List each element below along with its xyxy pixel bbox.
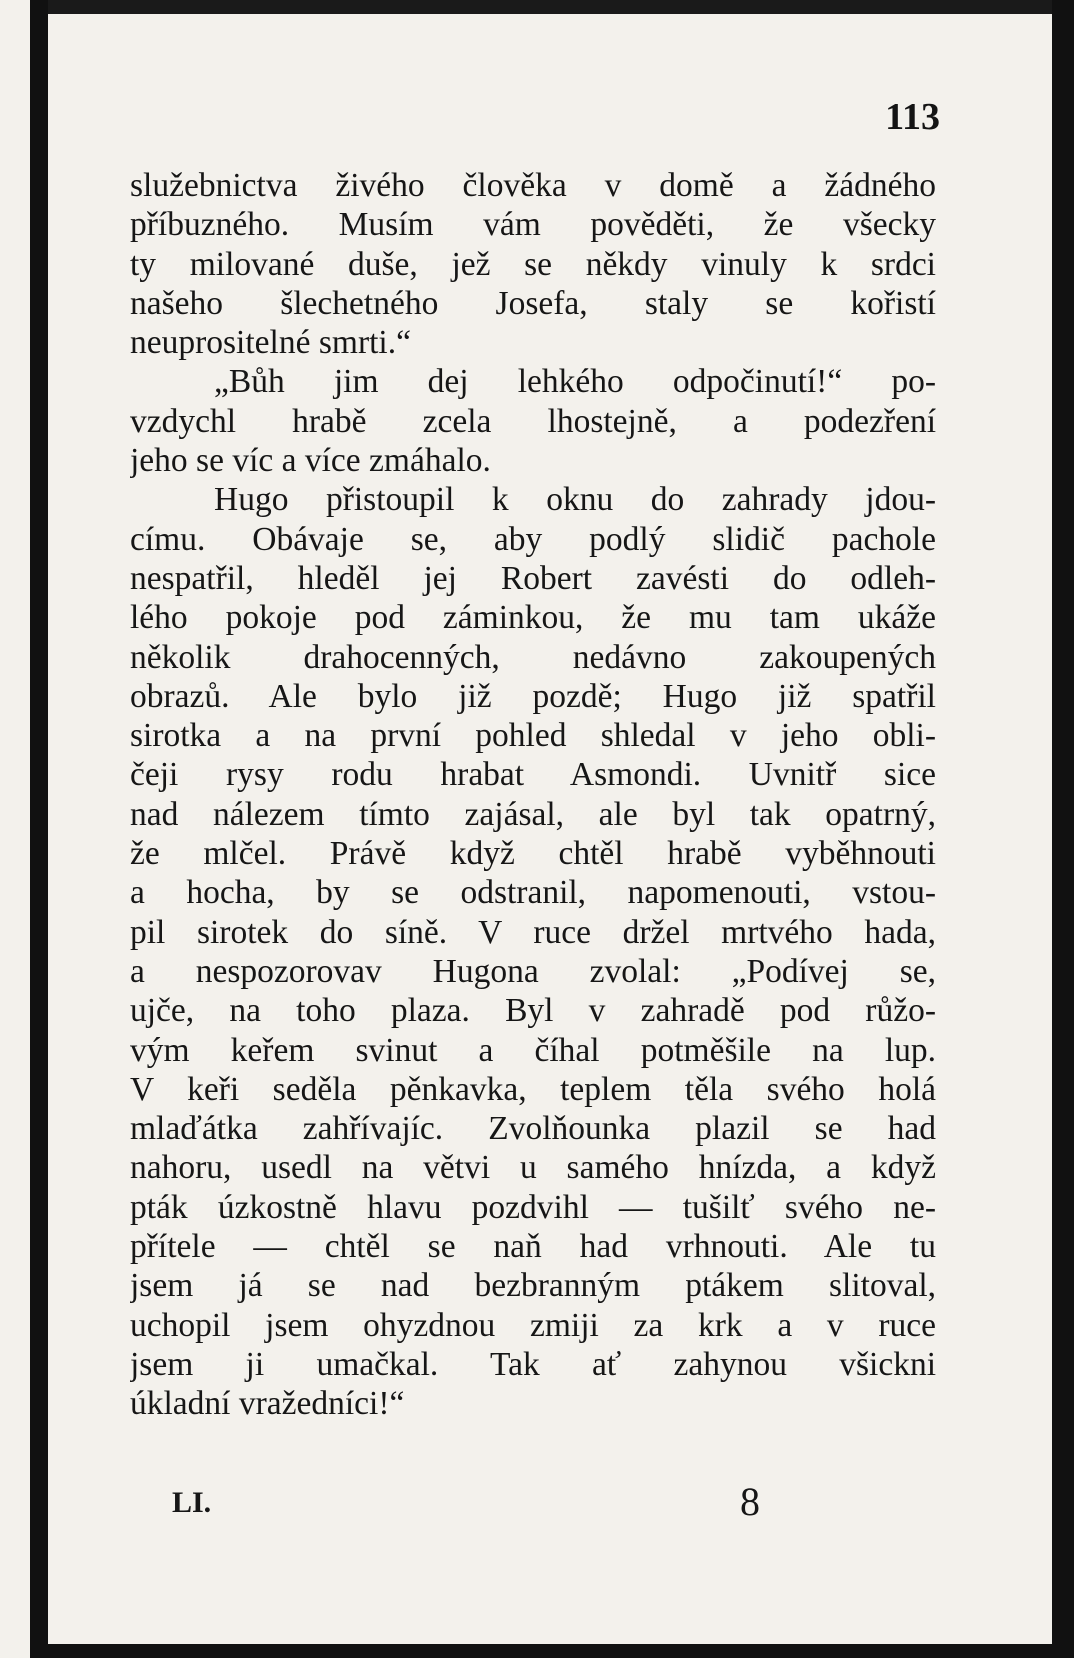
- text-line: pták úzkostně hlavu pozdvihl — tušilť svého ne-: [130, 1188, 936, 1226]
- scan-border-left: [30, 0, 48, 1658]
- text-line: obrazů. Ale bylo již pozdě; Hugo již spatřil: [130, 677, 936, 715]
- text-line: pil sirotek do síně. V ruce držel mrtvého hada,: [130, 913, 936, 951]
- text-line: přítele — chtěl se naň had vrhnouti. Ale tu: [130, 1228, 936, 1266]
- text-line: že mlčel. Právě když chtěl hrabě vyběhnouti: [130, 835, 936, 873]
- text-line: jeho se víc a více zmáhalo.: [130, 442, 491, 480]
- text-line: sirotka a na první pohled shledal v jeho obli-: [130, 717, 936, 755]
- text-line: ty milované duše, jež se někdy vinuly k srdci: [130, 245, 936, 283]
- body-text: [130, 166, 936, 1424]
- text-line: našeho šlechetného Josefa, staly se kořistí: [130, 284, 936, 322]
- text-line: vzdychl hrabě zcela lhostejně, a podezření: [130, 402, 936, 440]
- text-line: vým keřem svinut a číhal potměšile na lup.: [130, 1031, 936, 1069]
- scan-border-top: [30, 0, 1074, 14]
- sheet-number: 8: [740, 1479, 760, 1524]
- text-line: „Bůh jim dej lehkého odpočinutí!“ po-: [214, 363, 936, 401]
- text-line: služebnictva živého člověka v domě a žádného: [130, 167, 936, 204]
- text-line: nespatřil, hleděl jej Robert zavésti do odleh-: [130, 559, 936, 597]
- page-number: 113: [885, 96, 940, 138]
- text-line: a nespozorovav Hugona zvolal: „Podívej se,: [130, 952, 936, 990]
- scan-border-right: [1052, 0, 1074, 1658]
- scan-border-bottom: [30, 1644, 1074, 1658]
- text-line: V keři seděla pěnkavka, teplem těla svého holá: [130, 1070, 936, 1108]
- text-line: jsem já se nad bezbranným ptákem slitoval,: [130, 1267, 936, 1305]
- text-line: címu. Obávaje se, aby podlý slidič pachole: [130, 520, 936, 558]
- text-line: ujče, na toho plaza. Byl v zahradě pod růžo-: [130, 992, 936, 1030]
- text-line: mlaďátka zahřívajíc. Zvolňounka plazil se had: [130, 1110, 936, 1148]
- text-line: několik drahocenných, nedávno zakoupených: [130, 638, 936, 676]
- text-line: nad nálezem tímto zajásal, ale byl tak opatrný,: [130, 795, 936, 833]
- text-line: Hugo přistoupil k oknu do zahrady jdou-: [214, 481, 936, 519]
- text-line: uchopil jsem ohyzdnou zmiji za krk a v ruce: [130, 1306, 936, 1344]
- signature-mark: LI.: [172, 1486, 212, 1519]
- text-line: úkladní vražedníci!“: [130, 1385, 405, 1423]
- text-line: nahoru, usedl na větvi u samého hnízda, a když: [130, 1149, 936, 1187]
- text-line: jsem ji umačkal. Tak ať zahynou všickni: [130, 1345, 936, 1383]
- text-line: lého pokoje pod záminkou, že mu tam ukáže: [130, 599, 936, 637]
- text-line: čeji rysy rodu hrabat Asmondi. Uvnitř sice: [130, 756, 936, 794]
- text-line: neuprositelné smrti.“: [130, 324, 411, 362]
- text-line: příbuzného. Musím vám pověděti, že všecky: [130, 206, 936, 244]
- text-line: a hocha, by se odstranil, napomenouti, vstou-: [130, 874, 936, 912]
